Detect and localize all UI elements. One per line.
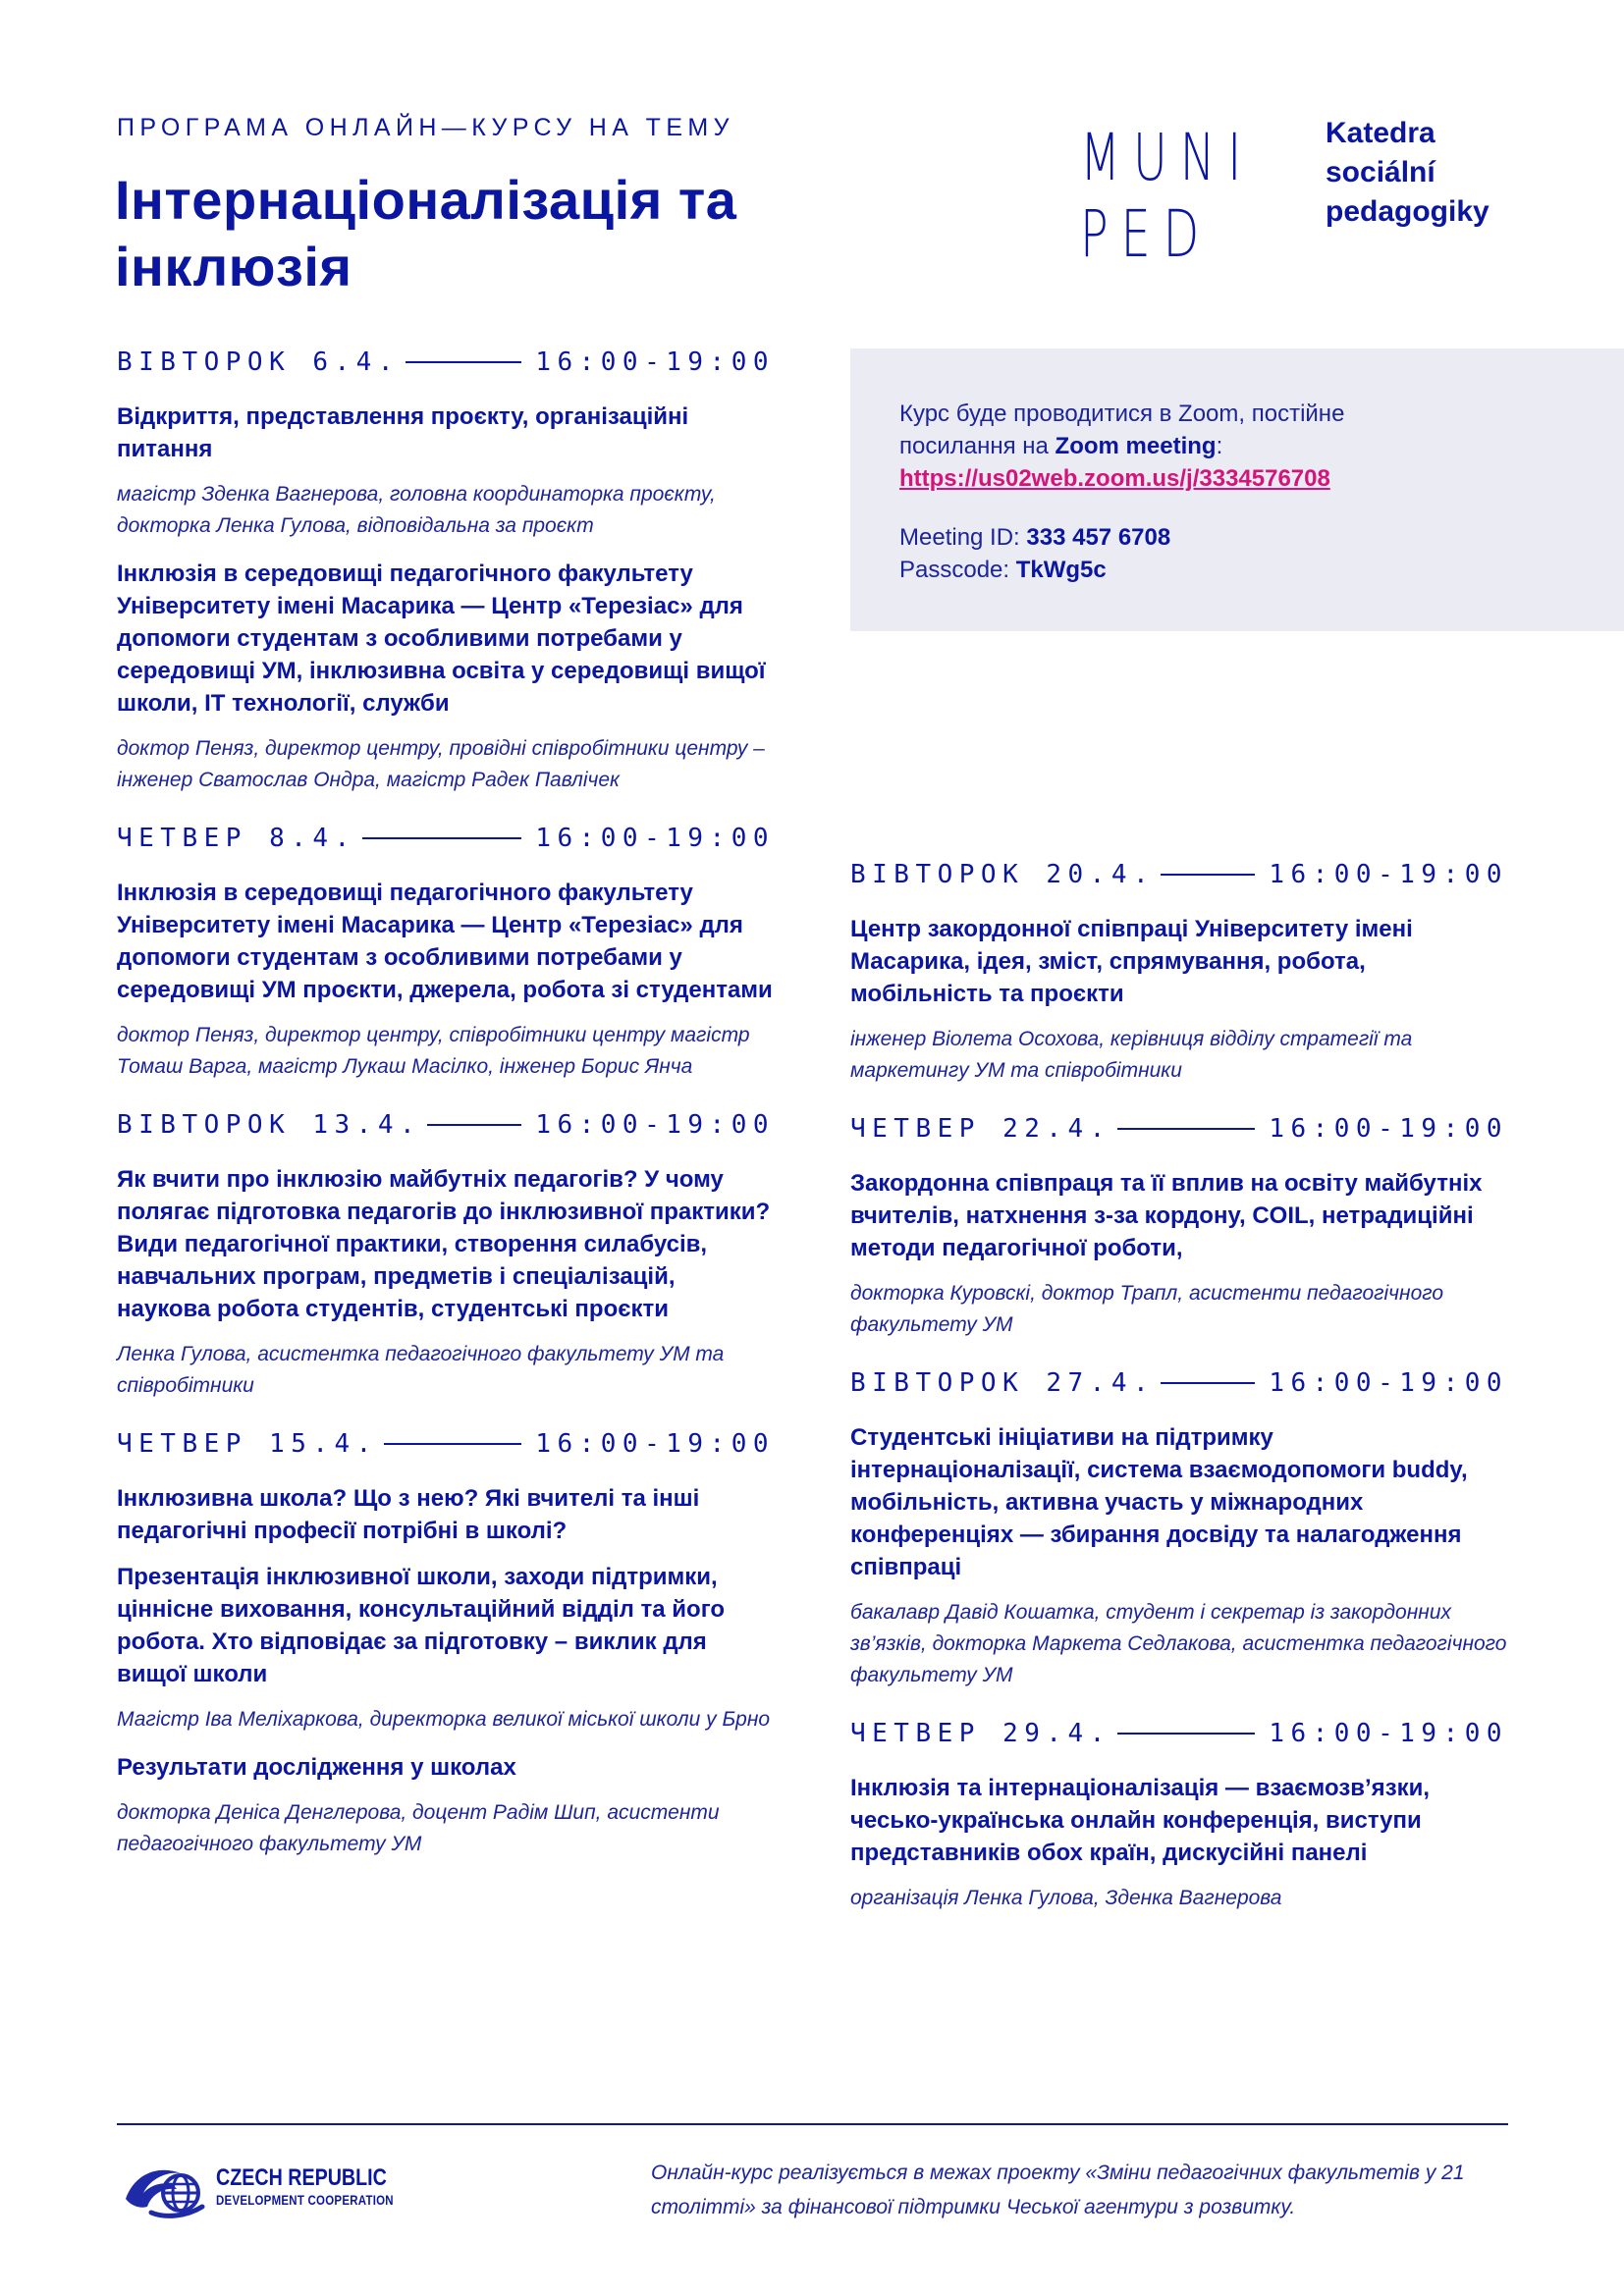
session-time: 16:00-19:00 — [535, 347, 775, 377]
session — [850, 1112, 1508, 1341]
department-name — [1326, 114, 1489, 232]
session-time: 16:00-19:00 — [535, 1429, 775, 1459]
session-time: 16:00-19:00 — [535, 824, 775, 853]
session-day-header — [850, 1112, 1508, 1146]
divider-line — [1117, 1128, 1255, 1130]
session-day: ВІВТОРОК 27.4. — [850, 1368, 1156, 1398]
divider-line — [1161, 874, 1255, 876]
session-day: ЧЕТВЕР 29.4. — [850, 1719, 1111, 1748]
divider-line — [1117, 1733, 1255, 1735]
course-kicker: ПРОГРАМА ОНЛАЙН—КУРСУ НА ТЕМУ — [117, 114, 734, 141]
session-day: ЧЕТВЕР 8.4. — [117, 824, 356, 853]
session-day: ВІВТОРОК 6.4. — [117, 347, 400, 377]
session-day: ВІВТОРОК 20.4. — [850, 860, 1156, 889]
session-speakers: інженер Віолета Осохова, керівниця відділу стратегії та маркетингу УМ та співробітники — [850, 1028, 1413, 1082]
logo-line-ped: PED — [1080, 196, 1213, 272]
globe-hands-icon — [122, 2160, 210, 2218]
session — [117, 822, 775, 1083]
zoom-info-box — [850, 348, 1624, 631]
logo-line-muni: MUNI — [1080, 120, 1255, 195]
session-day: ЧЕТВЕР 22.4. — [850, 1114, 1111, 1144]
session-topic: Інклюзивна школа? Що з нею? Які вчителі та інші педагогічні професії потрібні в школі? — [117, 1485, 700, 1544]
session-speakers: Ленка Гулова, асистентка педагогічного факультету УМ та співробітники — [117, 1343, 725, 1397]
meeting-id-row — [899, 521, 1344, 554]
session-topic: Результати дослідження у школах — [117, 1754, 516, 1781]
session-topic: Інклюзія та інтернаціоналізація — взаємозв’язки, чесько-українська онлайн конференція, виступи представників обох країн, дискусійні панелі — [850, 1775, 1431, 1866]
schedule-column-right — [850, 858, 1508, 1940]
session-day: ЧЕТВЕР 15.4. — [117, 1429, 378, 1459]
zoom-text-suffix: : — [1216, 433, 1223, 459]
meeting-id-value: 333 457 6708 — [1026, 524, 1171, 551]
session — [850, 858, 1508, 1087]
department-line: pedagogiky — [1326, 195, 1489, 228]
session-day-header — [850, 858, 1508, 891]
zoom-link[interactable]: https://us02web.zoom.us/j/3334576708 — [899, 465, 1330, 492]
session-time: 16:00-19:00 — [1269, 1719, 1508, 1748]
session-time: 16:00-19:00 — [1269, 1368, 1508, 1398]
session-speakers: Магістр Іва Меліхаркова, директорка великої міської школи у Брно — [117, 1708, 771, 1731]
session-time: 16:00-19:00 — [535, 1110, 775, 1140]
session-speakers: докторка Куровскі, доктор Трапл, асистенти педагогічного факультету УМ — [850, 1282, 1444, 1336]
session — [117, 1427, 775, 1860]
footer-divider — [117, 2123, 1508, 2125]
zoom-text-line: Курс буде проводитися в Zoom, постійне — [899, 400, 1345, 427]
session-topic: Центр закордонної співпраці Університету імені Масарика, ідея, зміст, спрямування, робота, мобільність та проєкти — [850, 916, 1413, 1007]
session-speakers: магістр Зденка Вагнерова, головна координаторка проєкту, докторка Ленка Гулова, відповідальна за проєкт — [117, 483, 716, 537]
passcode-row — [899, 554, 1344, 586]
divider-line — [384, 1443, 521, 1445]
session-topic: Студентські ініціативи на підтримку інтернаціоналізації, система взаємодопомоги buddy, мобільність, активна участь у міжнародних конференціях — збирання досвіду та налагодження співпраці — [850, 1424, 1468, 1580]
session-day-header — [850, 1366, 1508, 1400]
cz-logo-text — [216, 2165, 394, 2209]
department-line: Katedra — [1326, 117, 1435, 149]
divider-line — [362, 837, 522, 839]
session — [850, 1366, 1508, 1691]
department-line: sociální — [1326, 156, 1435, 188]
session-day: ВІВТОРОК 13.4. — [117, 1110, 422, 1140]
divider-line — [427, 1124, 521, 1126]
cz-logo-line1: CZECH REPUBLIC — [216, 2164, 387, 2191]
passcode-value: TkWg5c — [1015, 557, 1107, 583]
zoom-text-line — [899, 430, 1344, 462]
zoom-text-prefix: посилання на — [899, 433, 1056, 459]
muni-ped-logo — [1080, 120, 1255, 272]
session-time: 16:00-19:00 — [1269, 1114, 1508, 1144]
session-speakers: доктор Пеняз, директор центру, провідні співробітники центру – інженер Сватослав Ондра, магістр Радек Павлічек — [117, 737, 765, 791]
passcode-label: Passcode: — [899, 557, 1016, 583]
session-topic: Інклюзія в середовищі педагогічного факультету Університету імені Масарика — Центр «Терезіас» для допомоги студентам з особливими потребами у середовищі УМ проєкти, джерела, робота зі студентами — [117, 880, 773, 1003]
cz-logo-line2: DEVELOPMENT COOPERATION — [216, 2192, 394, 2208]
session — [117, 1108, 775, 1402]
session — [850, 1717, 1508, 1914]
session-speakers: доктор Пеняз, директор центру, співробітники центру магістр Томаш Варга, магістр Лукаш Масілко, інженер Борис Янча — [117, 1024, 750, 1078]
session-time: 16:00-19:00 — [1269, 860, 1508, 889]
schedule-column-left — [117, 346, 775, 1886]
page-title: Інтернаціоналізація та інклюзія — [115, 169, 737, 297]
session-day-header — [850, 1717, 1508, 1750]
session-day-header — [117, 822, 775, 855]
zoom-info-text — [899, 398, 1344, 586]
session — [117, 346, 775, 796]
session-topic: Як вчити про інклюзію майбутніх педагогів? У чому полягає підготовка педагогів до інклюзивної практики? Види педагогічної практики, створення силабусів, навчальних програм, предметів і спеціалізацій, наукова робота студентів, студентські проєкти — [117, 1166, 771, 1322]
session-topic: Інклюзія в середовищі педагогічного факультету Університету імені Масарика — Центр «Терезіас» для допомоги студентам з особливими потребами у середовищі УМ, інклюзивна освіта у середовищі вищої школи, IT технології, служби — [117, 561, 766, 717]
session-topic: Закордонна співпраця та її вплив на освіту майбутніх вчителів, натхнення з-за кордону, COIL, нетрадиційні методи педагогічної роботи, — [850, 1170, 1483, 1261]
session-topic: Презентація інклюзивної школи, заходи підтримки, ціннісне виховання, консультаційний відділ та його робота. Хто відповідає за підготовку – виклик для вищої школи — [117, 1564, 726, 1687]
funding-note: Онлайн-курс реалізується в межах проекту «Зміни педагогічних факультетів у 21 столітті» за фінансової підтримки Чеської агентури з розвитку. — [651, 2162, 1465, 2218]
session-speakers: організація Ленка Гулова, Зденка Вагнерова — [850, 1887, 1282, 1909]
divider-line — [406, 361, 521, 363]
czech-development-cooperation-logo — [122, 2160, 416, 2218]
divider-line — [1161, 1382, 1255, 1384]
meeting-id-label: Meeting ID: — [899, 524, 1027, 551]
session-day-header — [117, 1108, 775, 1142]
session-day-header — [117, 1427, 775, 1461]
zoom-meeting-label: Zoom meeting — [1055, 433, 1217, 459]
session-day-header — [117, 346, 775, 379]
session-speakers: докторка Деніса Денглерова, доцент Радім Шип, асистенти педагогічного факультету УМ — [117, 1801, 720, 1855]
session-speakers: бакалавр Давід Кошатка, студент і секретар із закордонних зв’язків, докторка Маркета Седлакова, асистентка педагогічного факультету УМ — [850, 1601, 1507, 1686]
session-topic: Відкриття, представлення проєкту, організаційні питання — [117, 403, 689, 462]
